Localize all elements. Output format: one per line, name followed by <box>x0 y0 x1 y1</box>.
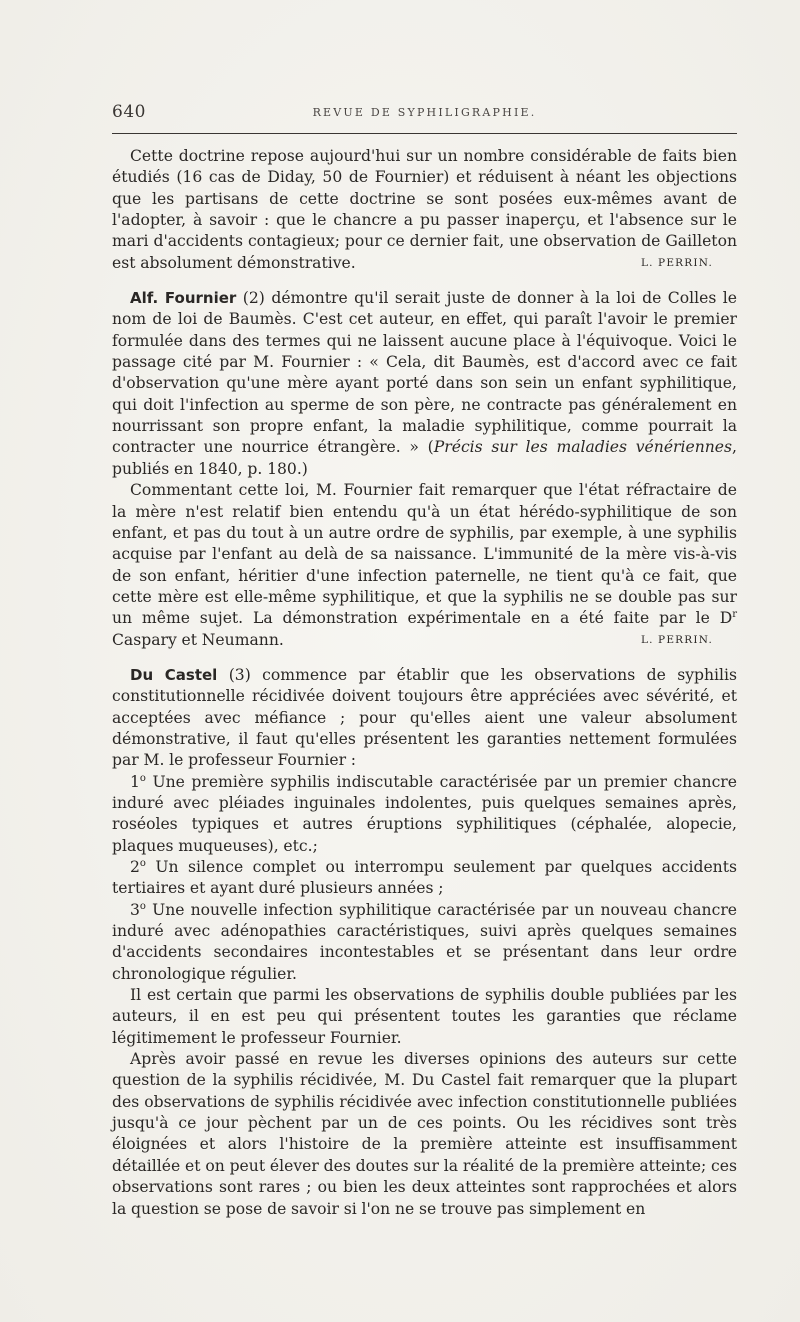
paragraph-text: (2) démontre qu'il serait juste de donner à la loi de Colles le nom de loi de Baumès. C'est cet auteur, en effet, qui paraît l'avoir le premier formulée dans des termes qui ne laissent aucune place à l'équivoque. Voici le passage cité par M. Fournier : « Cela, dit Baumès, est d'accord avec ce fait d'observation qu'une mère ayant porté dans son sein un enfant syphilitique, qui doit l'infection au sperme de son père, ne contracte pas généralement en nourrissant son propre enfant, la maladie syphilitique, comme pourrait la contracter une nourrice étrangère. » ( <box>112 289 738 457</box>
paragraph-fournier <box>112 288 737 480</box>
running-title: REVUE DE SYPHILIGRAPHIE. <box>312 106 537 119</box>
list-item <box>112 900 737 985</box>
superscript: r <box>732 609 737 621</box>
paragraph-certain <box>112 985 737 1049</box>
superscript: o <box>139 772 146 784</box>
signature: L. PERRIN. <box>641 256 713 269</box>
item-text: Une nouvelle infection syphilitique caractérisée par un nouveau chancre induré avec adénopathies caractéristiques, suivi après quelques semaines d'accidents secondaires incontestables et se présentant dans leur ordre chronologique régulier. <box>112 900 737 983</box>
paragraph-text: Caspary et Neumann. <box>112 630 284 649</box>
page-number: 640 <box>112 102 146 122</box>
item-text: Une première syphilis indiscutable caractérisée par un premier chancre induré avec pléiades inguinales indolentes, puis quelques semaines après, roséoles typiques et autres éruptions syphilitiques (céphalée, alopecie, plaques muqueuses), etc.; <box>112 772 737 855</box>
paragraph-text: Après avoir passé en revue les diverses opinions des auteurs sur cette question de la syphilis récidivée, M. Du Castel fait remarquer que la plupart des observations de syphilis récidivée avec infection constitutionnelle publiées jusqu'à ce jour pèchent par un de ces points. Ou les récidives sont très éloignées et alors l'histoire de la première atteinte est insuffisamment détaillée et on peut élever des doutes sur la réalité de la première atteinte; ces observations sont rares ; ou bien les deux atteintes sont rapprochées et alors la question se pose de savoir si l'on ne se trouve pas simplement en <box>112 1050 737 1218</box>
paragraph-text: Commentant cette loi, M. Fournier fait remarquer que l'état réfractaire de la mère n'est relatif bien entendu qu'à un état hérédo-syphilitique de son enfant, et pas du tout à un autre ordre de syphilis, par exemple, à une syphilis acquise par l'enfant au delà de sa naissance. L'immunité de la mère vis-à-vis de son enfant, héritier d'une infection paternelle, ne tient qu'à ce fait, que cette mère est elle-même syphilitique, et que la syphilis ne se double pas sur un même sujet. La démonstration expérimentale en a été faite par le D <box>112 481 737 628</box>
superscript: o <box>139 900 146 912</box>
paragraph-text: Cette doctrine repose aujourd'hui sur un nombre considérable de faits bien étudiés (16 cas de Diday, 50 de Fournier) et réduisent à néant les objections que les partisans de cette doctrine se sont posées eux-mêmes avant de l'adopter, à savoir : que le chancre a pu passer inaperçu, et l'absence sur le mari d'accidents contagieux; pour ce dernier fait, une observation de Gailleton est absolument démonstrative. <box>112 147 737 272</box>
item-number: 1 <box>130 772 140 791</box>
cited-title: Précis sur les maladies vénériennes <box>433 438 733 457</box>
list-item <box>112 857 737 900</box>
page-header <box>112 100 737 130</box>
paragraph-text: , publiés en 1840, p. 180.) <box>112 438 737 478</box>
paragraph-doctrine <box>112 146 737 274</box>
header-rule <box>112 133 737 134</box>
article-body <box>112 146 737 1220</box>
paragraph-commentary <box>112 480 737 651</box>
item-text: Un silence complet ou interrompu seulement par quelques accidents tertiaires et ayant duré plusieurs années ; <box>112 858 737 898</box>
list-item <box>112 772 737 857</box>
paragraph-du-castel <box>112 665 737 772</box>
item-number: 3 <box>130 900 140 919</box>
author-name: Alf. Fournier <box>130 289 237 308</box>
paragraph-review <box>112 1049 737 1220</box>
paragraph-text: Il est certain que parmi les observations de syphilis double publiées par les auteurs, il en est peu qui présentent toutes les garanties que réclame légitimement le professeur Fournier. <box>112 986 737 1047</box>
paragraph-text: (3) commence par établir que les observations de syphilis constitutionnelle récidivée doivent toujours être appréciées avec sévérité, et acceptées avec méfiance ; pour qu'elles aient une valeur absolument démonstrative, il faut qu'elles présentent les garanties nettement formulées par M. le professeur Fournier : <box>112 665 737 770</box>
signature: L. PERRIN. <box>641 633 713 646</box>
item-number: 2 <box>130 858 140 876</box>
superscript: o <box>139 857 146 869</box>
author-name: Du Castel <box>130 665 218 684</box>
